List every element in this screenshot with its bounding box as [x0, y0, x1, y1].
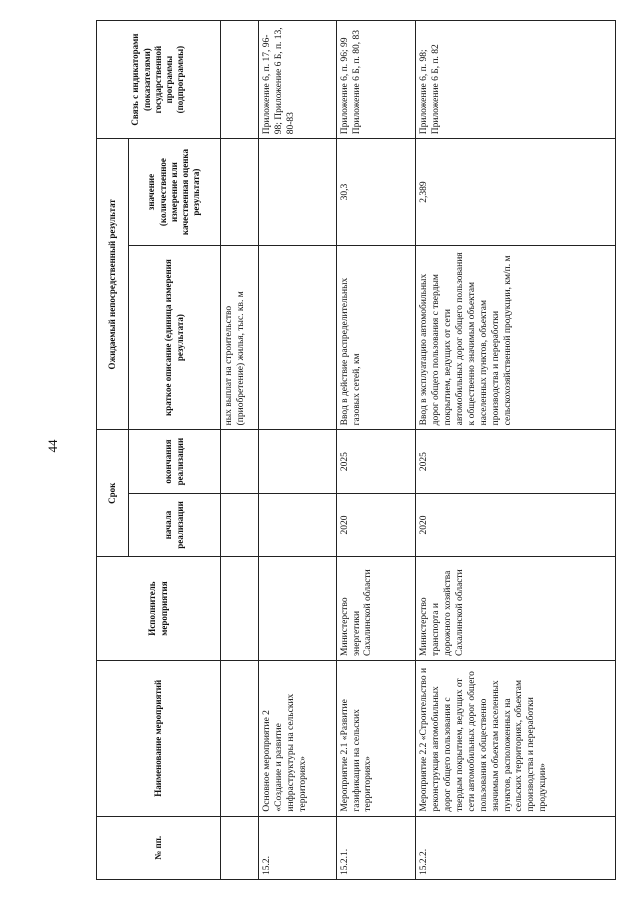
cell-desc: ных выплат на строительство (приобретение) жилья, тыс. кв. м — [221, 245, 259, 429]
cell-desc — [259, 245, 336, 429]
header-term-start: начала реализации — [129, 493, 221, 556]
cell-end: 2025 — [416, 430, 616, 493]
table-row — [416, 21, 616, 880]
header-executor: Исполнитель мероприятия — [97, 557, 221, 661]
cell-desc: Ввод в действие распределительных газовых сетей, км — [336, 245, 416, 429]
header-result: Ожидаемый непосредственный результат — [97, 139, 129, 430]
header-result-value: значение (количественное измерение или качественная оценка результата) — [129, 139, 221, 246]
measures-table — [96, 20, 616, 880]
cell-value — [221, 139, 259, 246]
header-result-desc: краткое описание (единица измерения результата) — [129, 245, 221, 429]
cell-name: Мероприятие 2.1 «Развитие газификации на сельских территориях» — [336, 660, 416, 816]
header-link: Связь с индикаторами (показателями) государственной программы (подпрограммы) — [97, 21, 221, 139]
table-row — [336, 21, 416, 880]
table-row — [259, 21, 336, 880]
cell-link: Приложение 6, п. 17, 96-98; Приложение 6 Б, п. 13, 80-83 — [259, 21, 336, 139]
cell-executor: Министерство энергетики Сахалинской области — [336, 557, 416, 661]
cell-start — [221, 493, 259, 556]
page-number: 44 — [45, 439, 60, 453]
cell-value — [259, 139, 336, 246]
header-num: № пп. — [97, 816, 221, 879]
cell-name — [221, 660, 259, 816]
cell-executor: Министерство транспорта и дорожного хозяйства Сахалинской области — [416, 557, 616, 661]
cell-executor — [259, 557, 336, 661]
cell-num — [221, 816, 259, 879]
cell-link — [221, 21, 259, 139]
cell-end — [221, 430, 259, 493]
cell-executor — [221, 557, 259, 661]
cell-num: 15.2.2. — [416, 816, 616, 879]
cell-start — [259, 493, 336, 556]
cell-num: 15.2. — [259, 816, 336, 879]
cell-end — [259, 430, 336, 493]
cell-end: 2025 — [336, 430, 416, 493]
header-name: Наименование мероприятий — [97, 660, 221, 816]
cell-num: 15.2.1. — [336, 816, 416, 879]
cell-link: Приложение 6, п. 98; Приложение 6 Б, п. 82 — [416, 21, 616, 139]
cell-name: Основное мероприятие 2 «Создание и развитие инфраструктуры на сельских территориях» — [259, 660, 336, 816]
cell-start: 2020 — [336, 493, 416, 556]
header-term: Срок — [97, 430, 129, 557]
header-term-end: окончания реализации — [129, 430, 221, 493]
rotated-page-area — [96, 0, 634, 905]
cell-desc: Ввод в эксплуатацию автомобильных дорог общего пользования с твердым покрытием, ведущих от сети автомобильных дорог общего пользования к общественно значимым объектам населенных пунктов, объектам производства и переработки сельскохозяйственной продукции, км/п. м — [416, 245, 616, 429]
cell-value: 2,389 — [416, 139, 616, 246]
cell-link: Приложение 6, п. 96; 99 Приложение 6 Б, п. 80, 83 — [336, 21, 416, 139]
cell-value: 30,3 — [336, 139, 416, 246]
cell-start: 2020 — [416, 493, 616, 556]
table-row — [221, 21, 259, 880]
cell-name: Мероприятие 2.2 «Строительство и реконструкция автомобильных дорог общего пользования с твердым покрытием, ведущих от сети автомобильных дорог общего пользования к общественно значимым объектам населенных пунктов, расположенных на сельских территориях, объектам производства и переработки продукции» — [416, 660, 616, 816]
